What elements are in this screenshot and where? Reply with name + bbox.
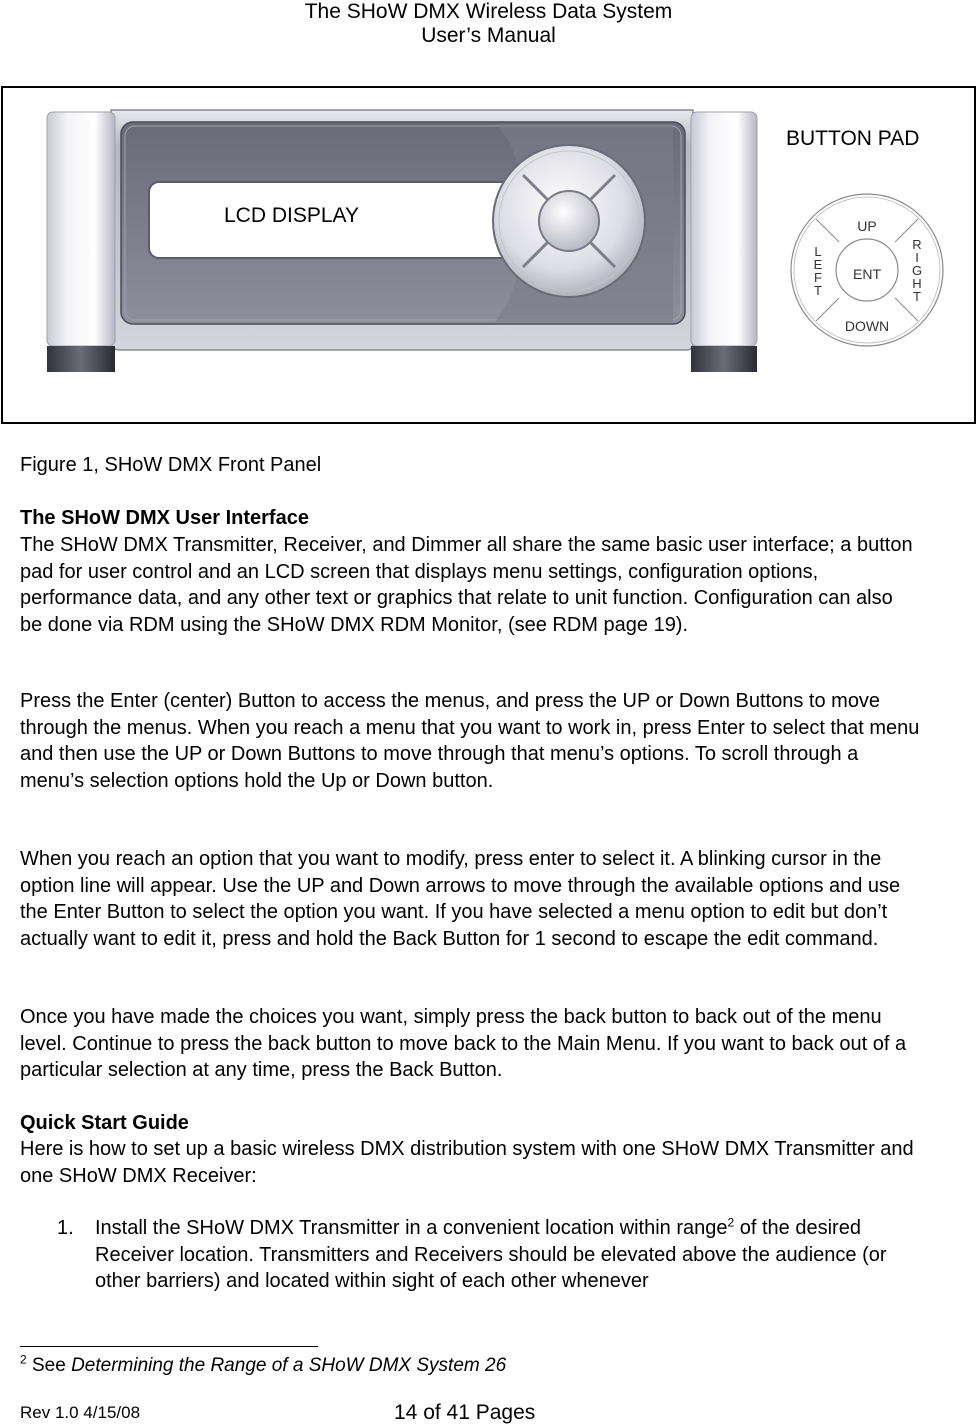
enter-button-label: ENT	[853, 266, 881, 282]
running-header-title: The SHoW DMX Wireless Data System	[304, 0, 673, 23]
svg-text:F: F	[814, 270, 822, 285]
svg-text:E: E	[813, 257, 823, 272]
left-button-label	[814, 244, 823, 298]
user-interface-heading: The SHoW DMX User Interface	[20, 507, 309, 529]
up-button-label: UP	[857, 218, 877, 234]
list-item-text-start: Install the SHoW DMX Transmitter in a convenient location within range	[95, 1217, 728, 1239]
footer-page-number: 14 of 41 Pages	[394, 1401, 536, 1424]
front-panel-figure	[1, 86, 976, 424]
svg-text:I: I	[915, 250, 919, 265]
quick-start-heading: Quick Start Guide	[20, 1112, 189, 1134]
right-button-label	[912, 237, 922, 304]
button-pad-title: BUTTON PAD	[786, 127, 920, 150]
user-interface-paragraph-4: Once you have made the choices you want, simply press the back button to back out of the menu level. Continue to press the back button to move back to the Main Menu. If you want to back out of a particular selection at any time, press the Back Button.	[20, 1006, 907, 1081]
user-interface-paragraph-1: The SHoW DMX Transmitter, Receiver, and Dimmer all share the same basic user interface; a button pad for user control and an LCD screen that displays menu settings, configuration options, performance data, and any other text or graphics that relate to unit function. Configuration can also be done via RDM using the SHoW DMX RDM Monitor, (see RDM page 19).	[20, 534, 913, 636]
footnote-title: Determining the Range of a SHoW DMX System 26	[71, 1355, 507, 1376]
footnote-prefix: See	[26, 1355, 72, 1376]
quick-start-intro: Here is how to set up a basic wireless DMX distribution system with one SHoW DMX Transmitter and one SHoW DMX Receiver:	[20, 1138, 914, 1187]
user-interface-paragraph-3: When you reach an option that you want to modify, press enter to select it. A blinking cursor in the option line will appear. Use the UP and Down arrows to move through the available options and use the Enter Button to select the option you want. If you have selected a menu option to edit but don’t actually want to edit it, press and hold the Back Button for 1 second to escape the edit command.	[20, 848, 901, 950]
svg-text:H: H	[912, 276, 922, 291]
svg-text:T: T	[814, 283, 822, 298]
device-nav-dial	[493, 145, 645, 297]
svg-text:T: T	[913, 289, 921, 304]
user-interface-paragraph-2: Press the Enter (center) Button to access the menus, and press the UP or Down Buttons to move through the menus. When you reach a menu that you want to work in, press Enter to select that menu and then use the UP or Down Buttons to move through that menu’s options. To scroll through a menu’s selection options hold the Up or Down button.	[20, 690, 920, 792]
footnote	[20, 1354, 506, 1378]
svg-text:R: R	[912, 237, 922, 252]
list-item-number: 1.	[57, 1217, 74, 1239]
list-item	[95, 1215, 925, 1295]
svg-text:G: G	[911, 263, 923, 278]
footnote-number: 2	[20, 1352, 27, 1367]
footnote-reference[interactable]: 2	[727, 1215, 735, 1230]
front-panel-illustration	[3, 88, 974, 422]
footer-revision: Rev 1.0 4/15/08	[20, 1403, 141, 1422]
svg-text:L: L	[814, 244, 822, 259]
figure-caption: Figure 1, SHoW DMX Front Panel	[20, 454, 322, 476]
lcd-display-label: LCD DISPLAY	[224, 204, 359, 227]
footnote-separator	[20, 1346, 318, 1347]
button-pad-diagram	[791, 194, 943, 346]
list-item-text-end: of the desired Receiver location. Transmitters and Receivers should be elevated above the audience (or other barriers) and located within sight of each other whenever	[95, 1217, 887, 1292]
down-button-label: DOWN	[844, 318, 890, 334]
running-header-subtitle: User’s Manual	[421, 24, 556, 47]
device-illustration	[47, 110, 757, 372]
